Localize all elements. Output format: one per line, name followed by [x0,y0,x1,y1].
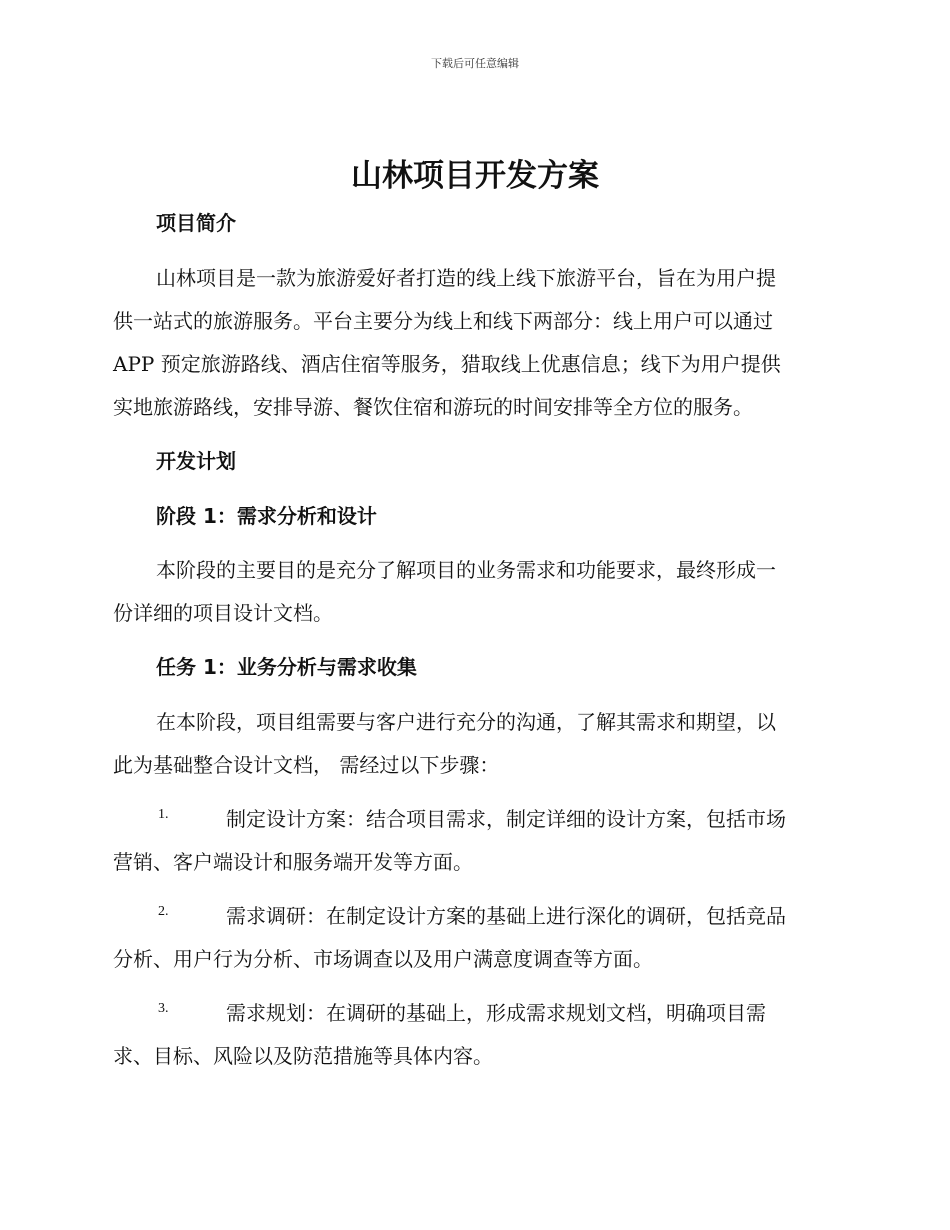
stage1-line-2: 份详细的项目设计文档。 [113,601,333,625]
list-number: 1. [158,807,169,822]
list-item-line-1: 需求调研：在制定设计方案的基础上进行深化的调研，包括竞品 [226,904,786,928]
intro-line-4: 实地旅游路线，安排导游、餐饮住宿和游玩的时间安排等全方位的服务。 [113,395,753,419]
list-item-line-2: 营销、客户端设计和服务端开发等方面。 [113,850,473,874]
list-item-line-1: 需求规划：在调研的基础上，形成需求规划文档，明确项目需 [226,1001,766,1025]
list-item-line-1: 制定设计方案：结合项目需求，制定详细的设计方案，包括市场 [226,807,786,831]
page-title: 山林项目开发方案 [351,158,599,194]
list-item-line-2: 求、目标、风险以及防范措施等具体内容。 [113,1044,493,1068]
header-note: 下载后可任意编辑 [431,57,519,70]
intro-line-3: APP 预定旅游路线、酒店住宿等服务，猎取线上优惠信息；线下为用户提供 [113,352,781,376]
intro-line-2: 供一站式的旅游服务。平台主要分为线上和线下两部分：线上用户可以通过 [113,309,773,333]
heading-project-intro: 项目简介 [156,211,236,235]
list-number: 3. [158,1001,169,1016]
heading-dev-plan: 开发计划 [156,449,236,473]
list-item-line-2: 分析、用户行为分析、市场调查以及用户满意度调查等方面。 [113,947,653,971]
task1-line-2: 此为基础整合设计文档， 需经过以下步骤： [113,753,500,777]
heading-task-1: 任务 1：业务分析与需求收集 [156,655,417,679]
list-number: 2. [158,904,169,919]
task1-line-1: 在本阶段，项目组需要与客户进行充分的沟通，了解其需求和期望，以 [156,710,776,734]
stage1-line-1: 本阶段的主要目的是充分了解项目的业务需求和功能要求，最终形成一 [156,558,776,582]
heading-stage-1: 阶段 1：需求分析和设计 [156,504,377,528]
intro-line-1: 山林项目是一款为旅游爱好者打造的线上线下旅游平台，旨在为用户提 [156,266,776,290]
